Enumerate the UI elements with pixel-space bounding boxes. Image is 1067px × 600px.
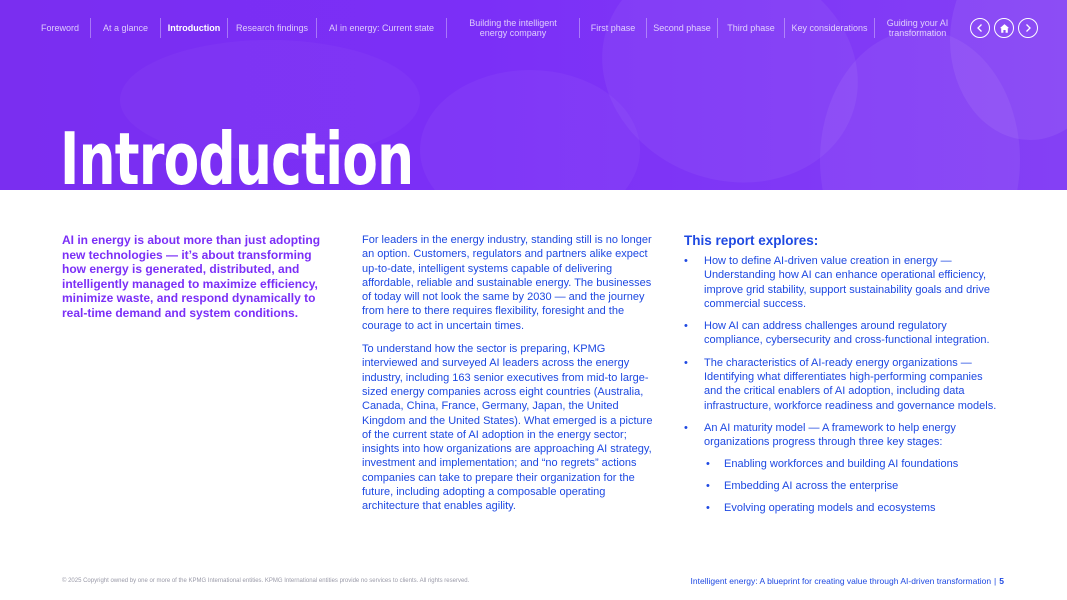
- stage-item: • Embedding AI across the enterprise: [704, 479, 1004, 493]
- stage-item: • Evolving operating models and ecosystems: [704, 501, 1004, 515]
- report-explores-heading: This report explores:: [684, 233, 819, 248]
- list-item: [684, 254, 1004, 311]
- copyright-notice: © 2025 Copyright owned by one or more of the KPMG International entities. KPMG International entities provide no services to clients. All rights reserved.: [62, 578, 470, 584]
- stage-item: • Enabling workforces and building AI foundations: [704, 457, 1004, 471]
- hero-banner: [0, 0, 1067, 190]
- nav-item-at-a-glance[interactable]: At a glance: [91, 18, 161, 38]
- nav-item-second-phase[interactable]: Second phase: [647, 18, 718, 38]
- nav-item-ai-in-energy[interactable]: AI in energy: Current state: [317, 18, 447, 38]
- list-item: [684, 356, 1004, 413]
- chevron-right-icon: [1023, 23, 1033, 33]
- report-explores-column: [684, 233, 1004, 523]
- section-nav: [30, 14, 960, 42]
- body-column: [362, 233, 662, 523]
- nav-item-third-phase[interactable]: Third phase: [718, 18, 785, 38]
- previous-page-button[interactable]: [970, 18, 990, 38]
- home-icon: [999, 23, 1010, 34]
- page-number: 5: [999, 576, 1004, 586]
- next-page-button[interactable]: [1018, 18, 1038, 38]
- nav-item-key-considerations[interactable]: Key considerations: [785, 18, 875, 38]
- footer-separator: |: [994, 576, 997, 586]
- nav-item-introduction[interactable]: Introduction: [161, 18, 228, 38]
- list-item-text: The characteristics of AI-ready energy organizations — Identifying what differentiates high-performing companies and the critical enablers of AI adoption, including data infrastructure, workforce readiness and governance models.: [704, 356, 997, 412]
- intro-column: [62, 233, 332, 320]
- home-button[interactable]: [994, 18, 1014, 38]
- report-explores-list: [684, 254, 1004, 515]
- nav-item-research-findings[interactable]: Research findings: [228, 18, 317, 38]
- nav-item-building-intelligent-energy[interactable]: Building the intelligent energy company: [447, 18, 580, 38]
- list-item-text: How to define AI-driven value creation in energy — Understanding how AI can enhance operational efficiency, improve grid stability, support sustainability goals and drive commercial success.: [704, 255, 990, 310]
- nav-item-first-phase[interactable]: First phase: [580, 18, 647, 38]
- nav-item-foreword[interactable]: Foreword: [30, 18, 91, 38]
- footer-report-info: [691, 576, 1004, 586]
- list-item: [684, 421, 1004, 515]
- page-title: Introduction: [60, 117, 414, 190]
- maturity-stages-list: [704, 457, 1004, 516]
- body-paragraph: To understand how the sector is preparing, KPMG interviewed and surveyed AI leaders across the energy industry, including 163 senior executives from mid-to large-sized energy companies across eight countries (Australia, Canada, China, France, Germany, Japan, the United Kingdom and the United States). What emerged is a picture of the current state of AI adoption in the energy sector; insights into how organizations are approaching AI strategy, investment and implementation; and “no regrets” actions companies can take to prepare their organization for the future, including adopting a composable operating architecture that enables agility.: [362, 343, 653, 513]
- report-title: Intelligent energy: A blueprint for creating value through AI-driven transformation: [690, 576, 992, 586]
- nav-item-guiding-ai-transformation[interactable]: Guiding your AI transformation: [886, 18, 949, 38]
- list-item-text: How AI can address challenges around regulatory compliance, cybersecurity and cross-functional integration.: [704, 320, 990, 347]
- lead-statement: AI in energy is about more than just adopting new technologies — it’s about transforming how energy is generated, distributed, and intelligently managed to maximize efficiency, minimize waste, and respond dynamically to real-time demand and system conditions.: [62, 233, 321, 320]
- body-paragraph: For leaders in the energy industry, standing still is no longer an option. Customers, regulators and partners alike expect up-to-date, intelligent systems capable of delivering affordable, reliable and sustainable energy. The businesses of today will not look the same by 2030 — and the journey from here to there requires flexibility, foresight and the courage to act in uncertain times.: [362, 234, 652, 332]
- chevron-left-icon: [975, 23, 985, 33]
- list-item: [684, 319, 1004, 348]
- nav-buttons: [970, 18, 1038, 38]
- list-item-text: An AI maturity model — A framework to help energy organizations progress through three key stages:: [704, 421, 956, 449]
